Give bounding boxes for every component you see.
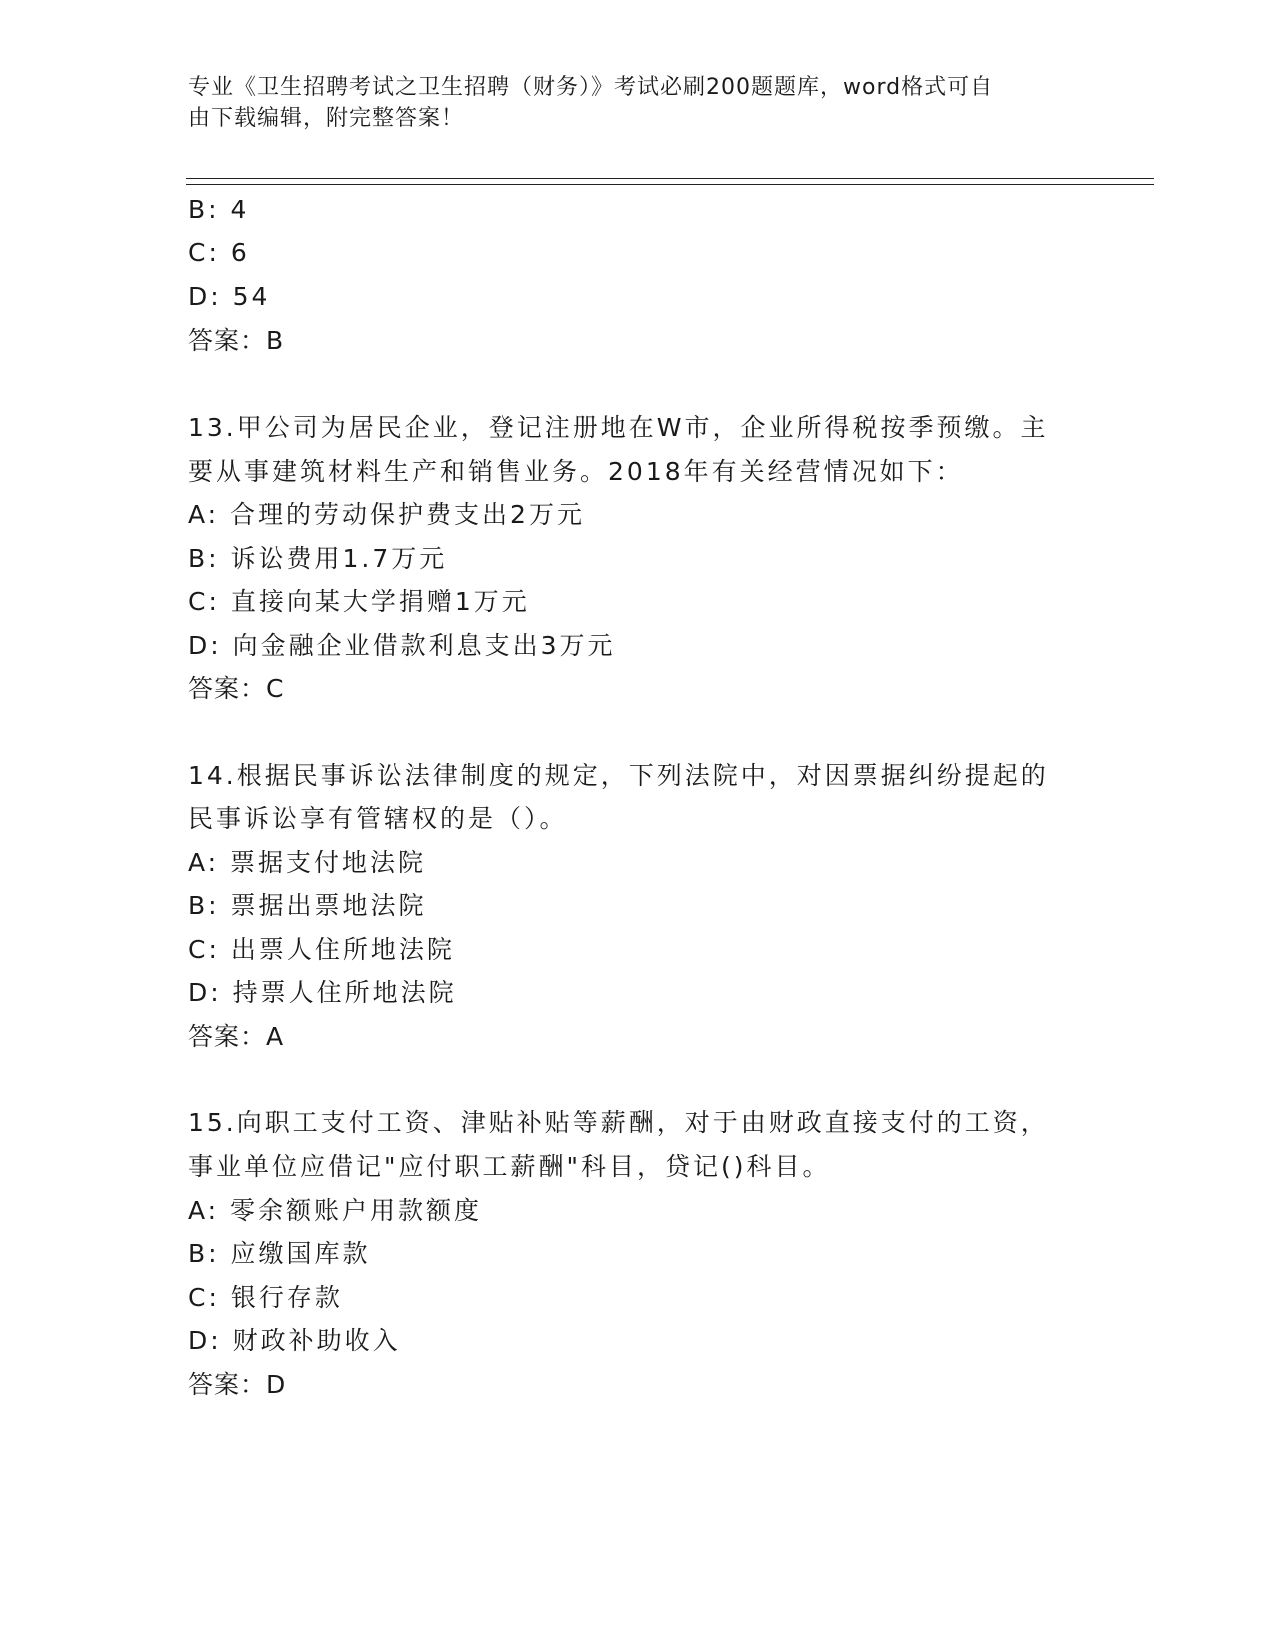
q15-stem-line-1: 15.向职工支付工资、津贴补贴等薪酬，对于由财政直接支付的工资， <box>188 1108 1049 1137</box>
q15-answer: 答案：D <box>188 1370 287 1399</box>
prev-option-b: B: 4 <box>188 195 250 224</box>
q14-answer: 答案：A <box>188 1022 285 1051</box>
q14-option-c: C: 出票人住所地法院 <box>188 935 455 964</box>
header-divider-top <box>186 178 1154 179</box>
prev-option-c: C: 6 <box>188 238 250 267</box>
document-header <box>188 72 1088 134</box>
prev-option-d: D: 54 <box>188 282 271 311</box>
q15-option-a: A: 零余额账户用款额度 <box>188 1196 483 1225</box>
q13-option-c: C: 直接向某大学捐赠1万元 <box>188 587 530 616</box>
prev-answer: 答案：B <box>188 326 285 355</box>
q15-stem-line-2: 事业单位应借记"应付职工薪酬"科目，贷记()科目。 <box>188 1152 831 1181</box>
q14-option-b: B: 票据出票地法院 <box>188 891 427 920</box>
q13-option-b: B: 诉讼费用1.7万元 <box>188 544 448 573</box>
q13-answer: 答案：C <box>188 674 285 703</box>
q13-option-d: D: 向金融企业借款利息支出3万元 <box>188 631 616 660</box>
q15-option-b: B: 应缴国库款 <box>188 1239 371 1268</box>
q13-stem-line-1: 13.甲公司为居民企业，登记注册地在W市，企业所得税按季预缴。主 <box>188 413 1049 442</box>
q14-stem-line-1: 14.根据民事诉讼法律制度的规定，下列法院中，对因票据纠纷提起的 <box>188 761 1049 790</box>
header-line-1: 专业《卫生招聘考试之卫生招聘（财务）》考试必刷200题题库，word格式可自 <box>188 75 994 100</box>
q14-stem-line-2: 民事诉讼享有管辖权的是（）。 <box>188 804 568 833</box>
q15-option-d: D: 财政补助收入 <box>188 1326 401 1355</box>
header-line-2: 由下载编辑，附完整答案！ <box>188 106 465 131</box>
q13-option-a: A: 合理的劳动保护费支出2万元 <box>188 500 585 529</box>
q14-option-d: D: 持票人住所地法院 <box>188 978 457 1007</box>
header-divider-bottom <box>186 184 1154 185</box>
q15-option-c: C: 银行存款 <box>188 1283 343 1312</box>
q14-option-a: A: 票据支付地法院 <box>188 848 427 877</box>
q13-stem-line-2: 要从事建筑材料生产和销售业务。2018年有关经营情况如下： <box>188 457 964 486</box>
